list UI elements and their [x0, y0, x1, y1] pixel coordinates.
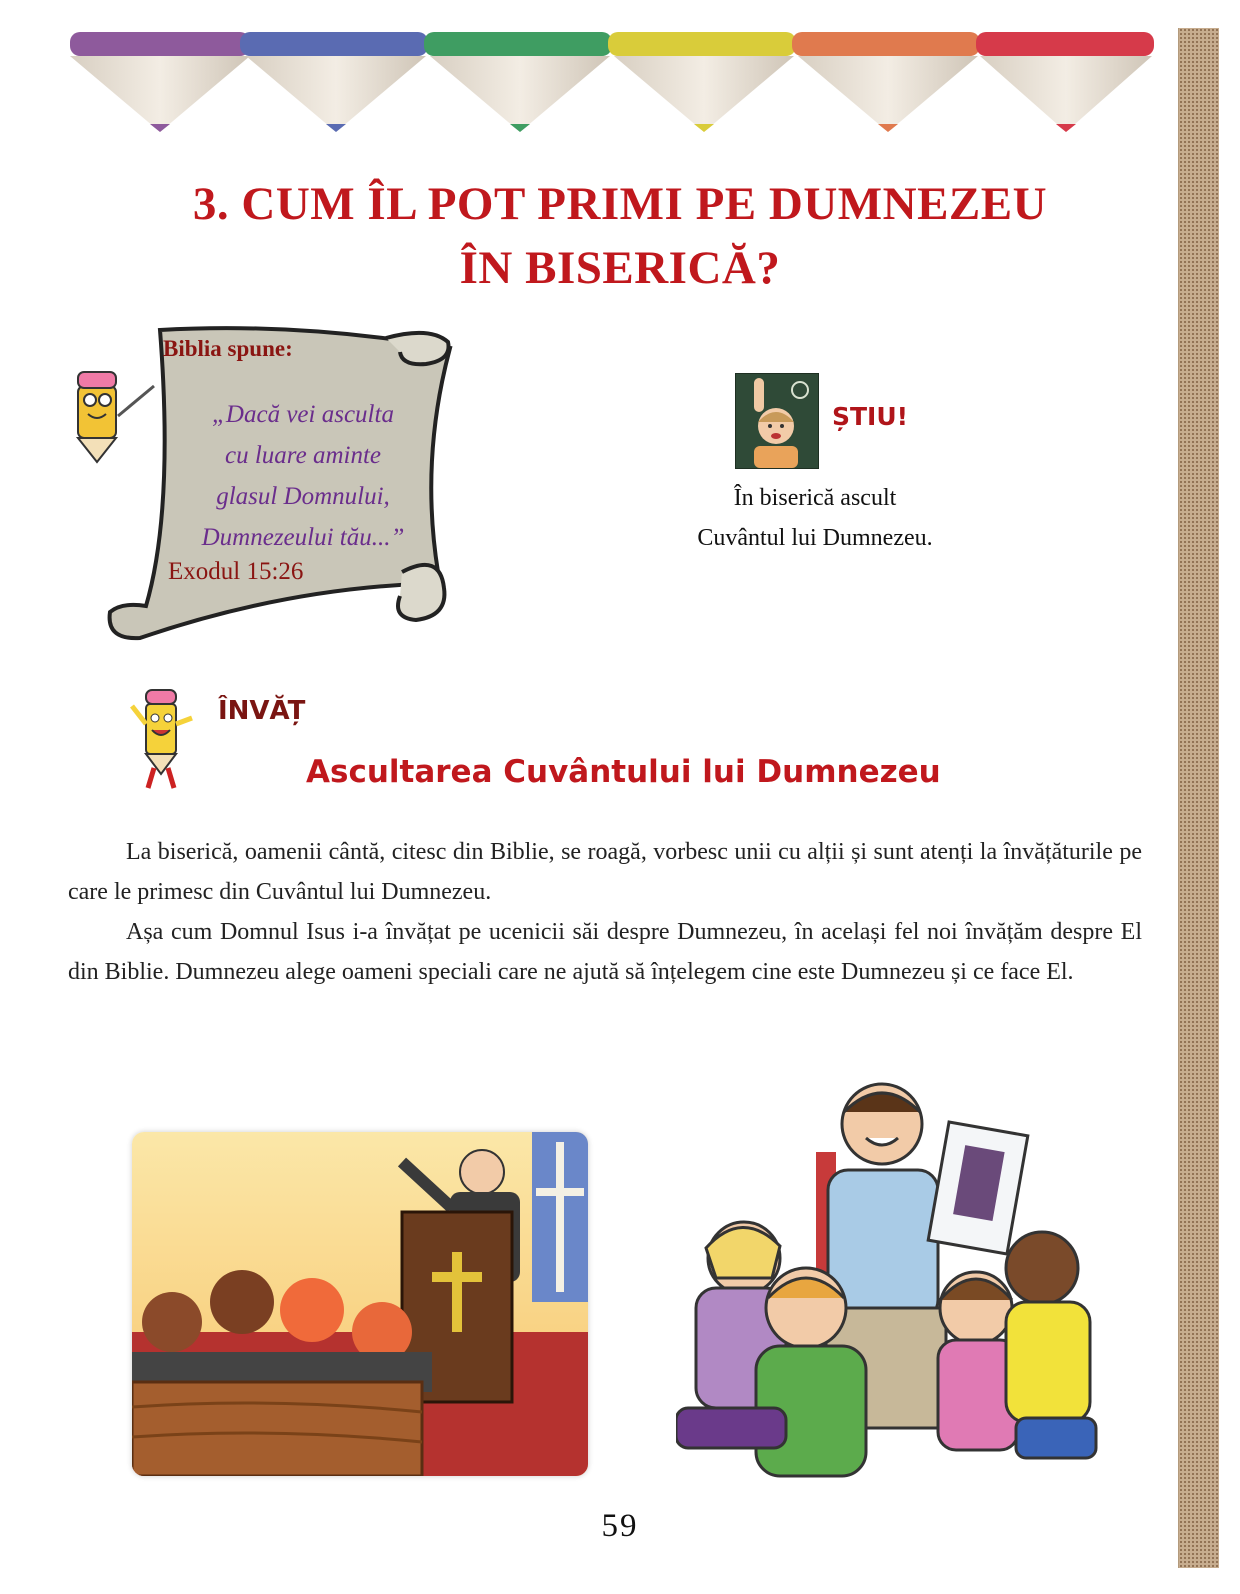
verse-line: „Dacă vei asculta	[212, 401, 394, 428]
title-line-1: 3. CUM ÎL POT PRIMI PE DUMNEZEU	[192, 178, 1048, 230]
paragraph: La biserică, oamenii cântă, citesc din Biblie, se roagă, vorbesc unii cu alții și sunt atenți la învățăturile pe care le primesc din Cuvântul lui Dumnezeu.	[68, 839, 1142, 905]
bible-says-label: Biblia spune:	[163, 336, 293, 361]
church-sermon-illustration	[132, 1132, 588, 1476]
child-raising-hand-photo	[735, 373, 819, 469]
lesson-subtitle: Ascultarea Cuvântului lui Dumnezeu	[306, 754, 941, 790]
pencil-4	[608, 32, 796, 132]
stiu-text	[640, 478, 990, 558]
pencil-1	[70, 32, 250, 132]
bible-verse	[158, 394, 448, 558]
paragraph: Așa cum Domnul Isus i-a învățat pe ucenicii săi despre Dumnezeu, în același fel noi învățăm despre El din Biblie. Dumnezeu alege oameni speciali care ne ajută să înțelegem cine este Dumnezeu și ce face El.	[68, 919, 1142, 985]
title-line-2: ÎN BISERICĂ?	[459, 242, 781, 294]
verse-reference: Exodul 15:26	[168, 558, 304, 585]
pencil-6	[976, 32, 1154, 132]
page-title	[0, 172, 1240, 300]
teacher-with-children-illustration	[676, 1078, 1106, 1498]
colored-pencils-banner	[68, 28, 1158, 138]
page-number: 59	[601, 1508, 639, 1544]
verse-line: glasul Domnului,	[216, 483, 390, 510]
pencil-2	[240, 32, 428, 132]
stiu-line: Cuvântul lui Dumnezeu.	[697, 525, 933, 551]
lesson-body	[68, 832, 1142, 992]
pencil-3	[424, 32, 612, 132]
stiu-heading: ȘTIU!	[832, 402, 909, 431]
verse-line: cu luare aminte	[225, 442, 381, 469]
pencil-5	[792, 32, 980, 132]
invat-heading: ÎNVĂȚ	[218, 696, 306, 726]
stiu-line: În biserică ascult	[733, 485, 897, 511]
verse-line: Dumnezeului tău...”	[201, 524, 405, 551]
happy-pencil-mascot	[128, 688, 198, 792]
